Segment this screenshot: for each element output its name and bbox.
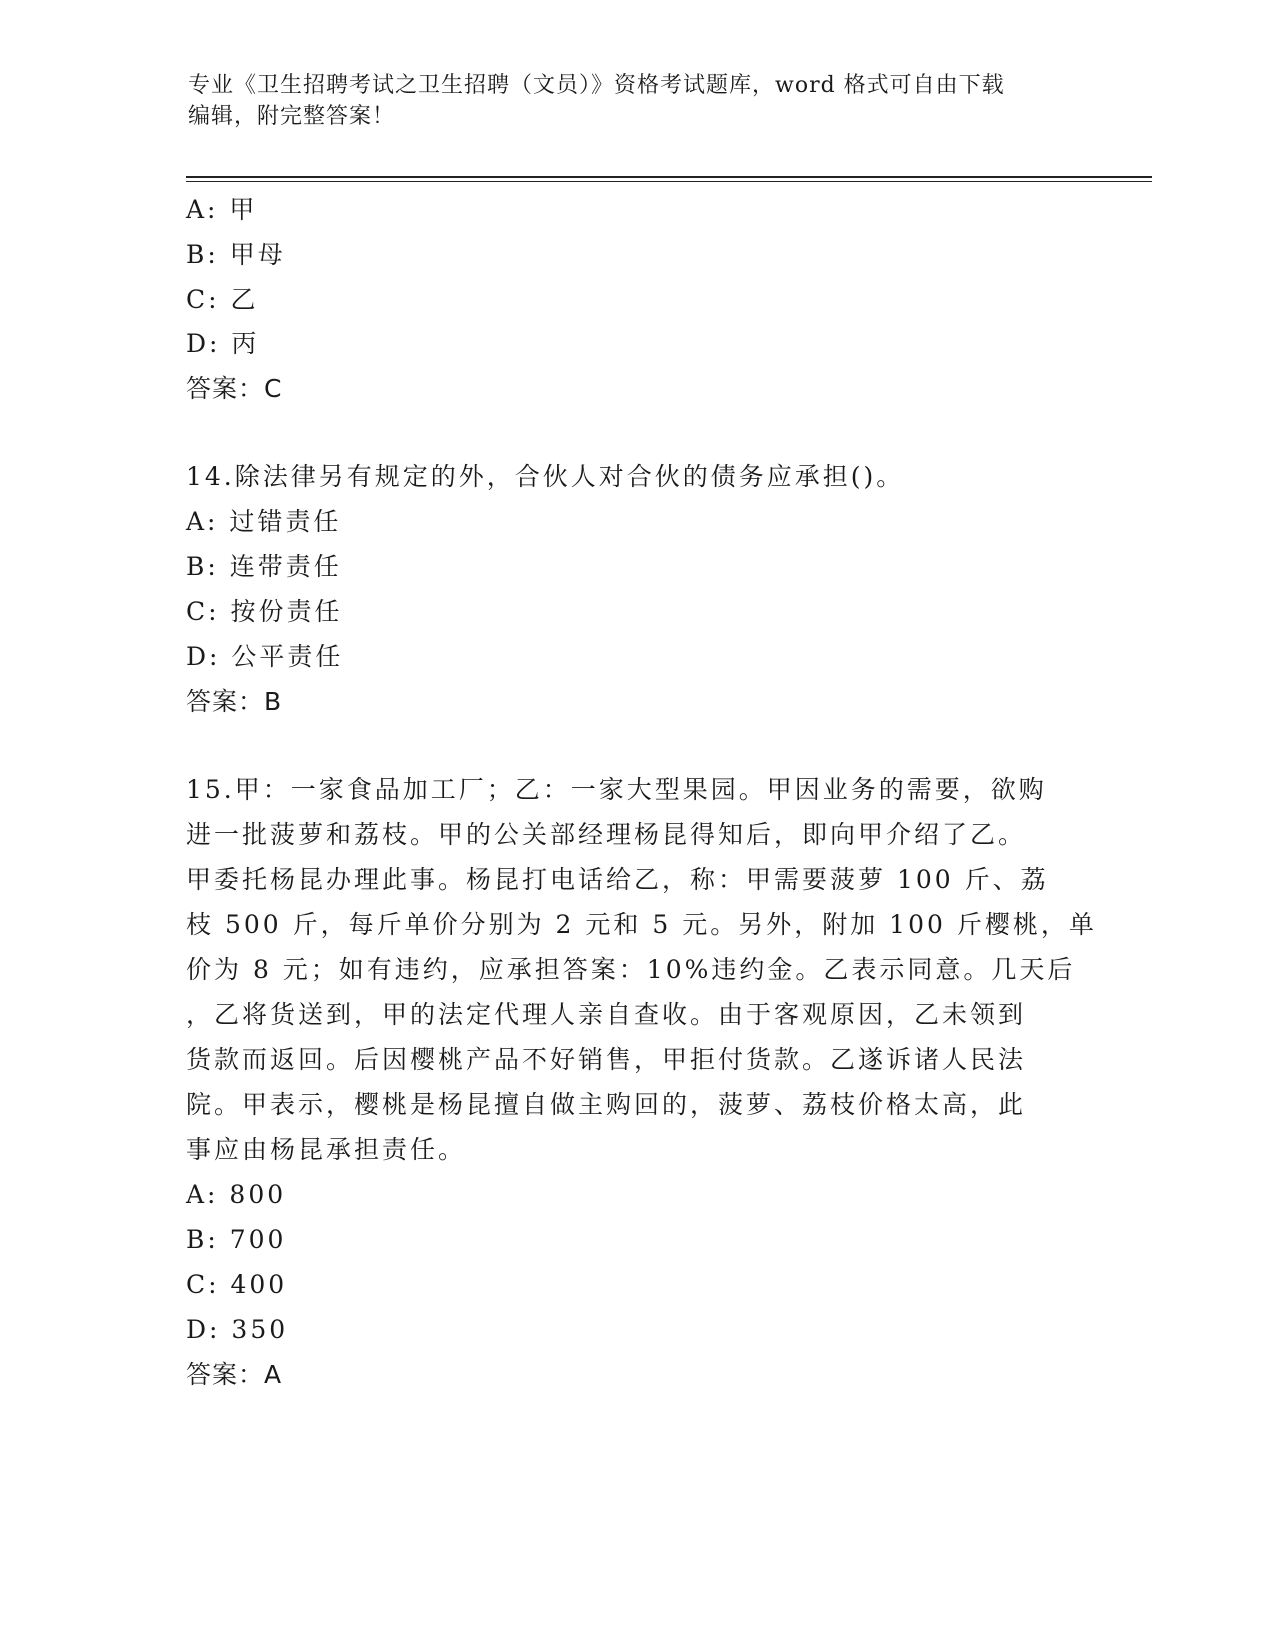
q13-option-a: A: 甲 [186, 195, 258, 224]
q15-option-b: B: 700 [186, 1225, 287, 1254]
q15-option-c: C: 400 [186, 1270, 288, 1299]
q15-stem-line: 进一批菠萝和荔枝。甲的公关部经理杨昆得知后，即向甲介绍了乙。 [186, 820, 1027, 849]
q15-answer: 答案：A [186, 1360, 283, 1389]
q15-stem [186, 767, 1097, 1172]
q15-stem-line: ，乙将货送到，甲的法定代理人亲自查收。由于客观原因，乙未领到 [186, 1000, 1027, 1029]
q14-option-b: B: 连带责任 [186, 552, 342, 581]
q15-stem-line: 货款而返回。后因樱桃产品不好销售，甲拒付货款。乙遂诉诸人民法 [186, 1045, 1027, 1074]
q14-stem: 14.除法律另有规定的外，合伙人对合伙的债务应承担()。 [186, 462, 905, 491]
header-rule-thin [186, 181, 1152, 182]
header-line-1: 专业《卫生招聘考试之卫生招聘（文员）》资格考试题库，word 格式可自由下载 [188, 73, 1005, 98]
q13-option-d: D: 丙 [186, 329, 260, 358]
q13-option-b: B: 甲母 [186, 240, 286, 269]
q15-option-d: D: 350 [186, 1315, 289, 1344]
document-header [188, 70, 1088, 132]
q13-option-c: C: 乙 [186, 285, 259, 314]
q15-stem-line: 事应由杨昆承担责任。 [186, 1135, 467, 1164]
q15-stem-line: 甲委托杨昆办理此事。杨昆打电话给乙，称：甲需要菠萝 100 斤、荔 [186, 865, 1049, 894]
q15-stem-line: 价为 8 元；如有违约，应承担答案：10%违约金。乙表示同意。几天后 [186, 955, 1076, 984]
q15-option-a: A: 800 [186, 1180, 287, 1209]
q14-option-d: D: 公平责任 [186, 642, 344, 671]
q15-stem-line: 15.甲：一家食品加工厂；乙：一家大型果园。甲因业务的需要，欲购 [186, 775, 1047, 804]
q14-answer: 答案：B [186, 687, 283, 716]
q15-stem-line: 院。甲表示，樱桃是杨昆擅自做主购回的，菠萝、荔枝价格太高，此 [186, 1090, 1027, 1119]
q13-answer: 答案：C [186, 374, 283, 403]
q15-stem-line: 枝 500 斤，每斤单价分别为 2 元和 5 元。另外，附加 100 斤樱桃，单 [186, 910, 1097, 939]
header-line-2: 编辑，附完整答案！ [188, 104, 396, 129]
q14-option-c: C: 按份责任 [186, 597, 343, 626]
header-rule-thick [186, 176, 1152, 178]
q14-option-a: A: 过错责任 [186, 507, 342, 536]
